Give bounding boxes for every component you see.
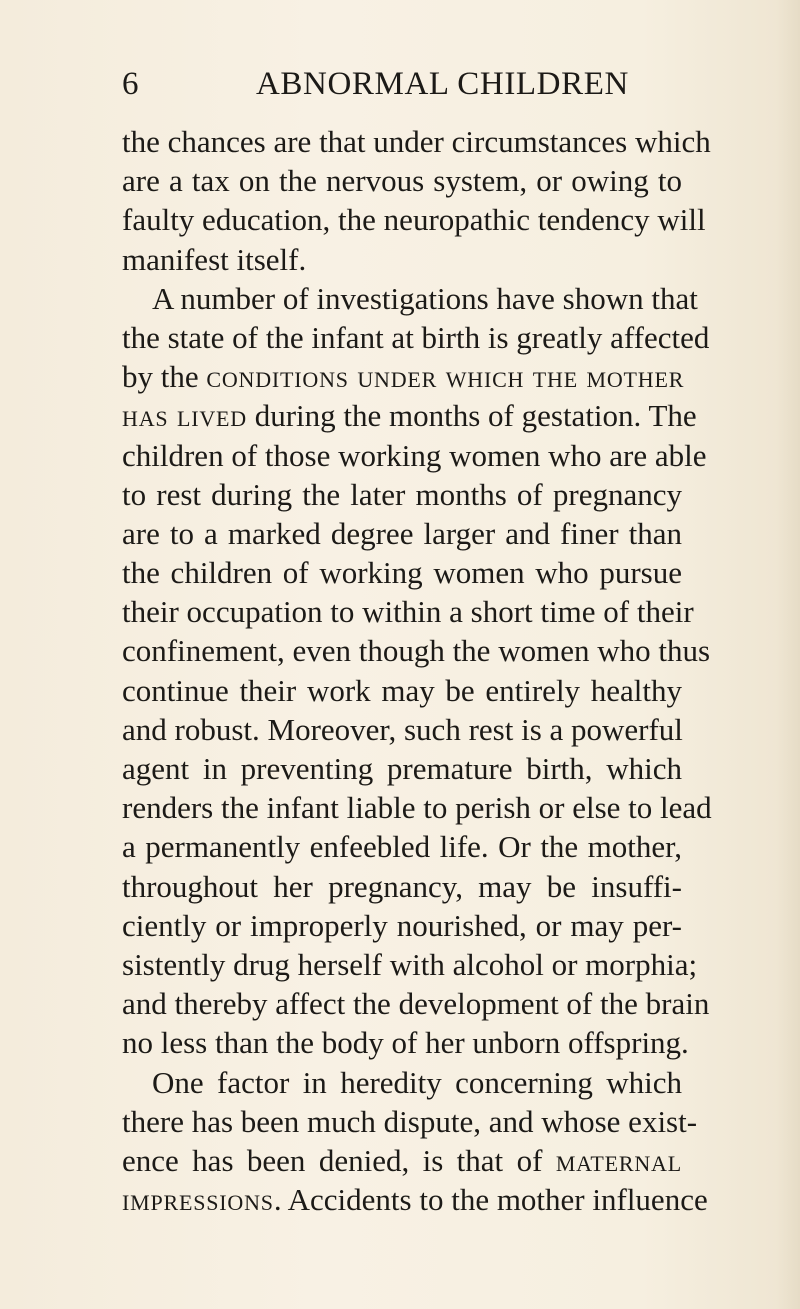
- text-span: ciently or improperly nourished, or may per-: [122, 907, 682, 943]
- text-line: [122, 318, 710, 357]
- page-number: 6: [122, 66, 139, 102]
- text-span: by the: [122, 359, 207, 395]
- text-span: renders the infant liable to perish or else to lead: [122, 790, 712, 826]
- text-line: [122, 671, 682, 710]
- text-span: to rest during the later months of pregnancy: [122, 476, 682, 512]
- text-span: continue their work may be entirely healthy: [122, 672, 682, 708]
- text-span: a permanently enfeebled life. Or the mother,: [122, 829, 682, 865]
- small-caps-span: has lived: [122, 398, 247, 434]
- text-span: the children of working women who pursue: [122, 555, 682, 591]
- text-line: [122, 357, 685, 396]
- text-span: agent in preventing premature birth, which: [122, 751, 682, 786]
- text-span: faulty education, the neuropathic tendency will: [122, 202, 706, 238]
- text-span: there has been much dispute, and whose exist-: [122, 1103, 698, 1139]
- text-line: [122, 240, 682, 279]
- text-line: [122, 945, 698, 984]
- text-span: manifest itself.: [122, 241, 307, 277]
- text-span: the chances are that under circumstances which: [122, 124, 711, 159]
- text-line: [122, 1141, 682, 1180]
- text-line: [122, 867, 682, 906]
- text-line: [122, 122, 711, 161]
- text-span: confinement, even though the women who thus: [122, 633, 711, 669]
- text-span: are a tax on the nervous system, or owing to: [122, 163, 682, 199]
- small-caps-span: impressions: [122, 1182, 274, 1218]
- text-line: [122, 436, 707, 475]
- text-span: sistently drug herself with alcohol or morphia;: [122, 946, 698, 982]
- text-span: and thereby affect the development of the brain: [122, 986, 710, 1022]
- text-span: are to a marked degree larger and finer than: [122, 515, 682, 551]
- text-line: [122, 710, 682, 749]
- small-caps-span: conditions under which the mother: [206, 359, 685, 395]
- text-line: [122, 592, 694, 631]
- text-line: [122, 827, 682, 866]
- text-span: no less than the body of her unborn offspring.: [122, 1025, 689, 1061]
- text-line: [122, 1063, 682, 1102]
- body-text: [122, 122, 712, 1219]
- text-span: and robust. Moreover, such rest is a powerful: [122, 711, 683, 747]
- text-line: [122, 906, 682, 945]
- text-line: [122, 788, 712, 827]
- text-line: [122, 1102, 698, 1141]
- text-span: . Accidents to the mother influence: [273, 1182, 708, 1218]
- page-header: [122, 62, 629, 106]
- text-span: One factor in heredity concerning which: [152, 1064, 682, 1100]
- text-span: children of those working women who are able: [122, 437, 707, 473]
- running-head: ABNORMAL CHILDREN: [256, 66, 629, 102]
- text-line: [122, 553, 682, 592]
- text-line: [122, 631, 711, 670]
- text-line: [122, 984, 710, 1023]
- text-span: during the months of gestation. The: [246, 398, 697, 434]
- text-line: [122, 1023, 689, 1062]
- text-span: ence has been denied, is that of: [122, 1142, 556, 1178]
- text-line: [122, 279, 698, 318]
- text-span: their occupation to within a short time of their: [122, 594, 694, 630]
- text-line: [122, 396, 697, 435]
- text-line: [122, 514, 682, 553]
- text-line: [122, 1180, 708, 1219]
- text-span: the state of the infant at birth is greatly affected: [122, 319, 710, 355]
- text-span: throughout her pregnancy, may be insuffi-: [122, 868, 682, 904]
- small-caps-span: maternal: [555, 1142, 682, 1178]
- text-line: [122, 161, 682, 200]
- text-line: [122, 200, 706, 239]
- text-line: [122, 749, 682, 788]
- text-span: A number of investigations have shown that: [152, 280, 698, 316]
- text-line: [122, 475, 682, 514]
